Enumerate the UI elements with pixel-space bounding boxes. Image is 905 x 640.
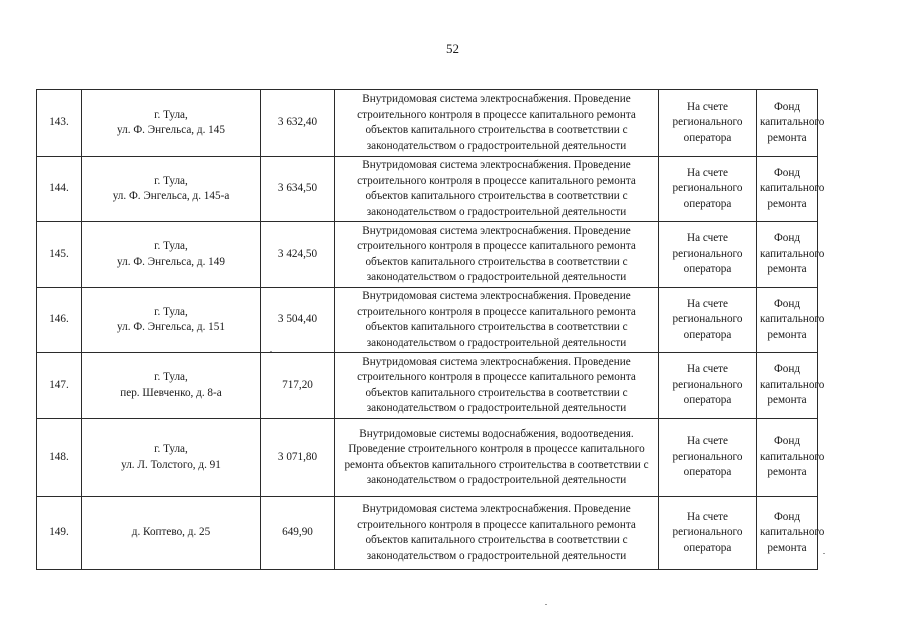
address-cell [82, 353, 261, 419]
funding-source: Фонд капитального ремонта [757, 353, 818, 419]
funding-source: Фонд капитального ремонта [757, 222, 818, 288]
funding-source: Фонд капитального ремонта [757, 157, 818, 222]
work-description: Внутридомовая система электроснабжения. Проведение строительного контроля в процессе капитального ремонта объектов капитального строительства в соответствии с законодательством о градостроительной деятельности [335, 353, 659, 419]
area-cell: 649,90 [261, 497, 335, 570]
funding-source: Фонд капитального ремонта [757, 419, 818, 497]
row-number: 147. [37, 353, 82, 419]
account-type: На счете регионального оператора [659, 90, 757, 157]
table-row [37, 222, 818, 288]
address-city: г. Тула, [154, 108, 188, 121]
scan-speck [270, 351, 272, 352]
work-description: Внутридомовые системы водоснабжения, водоотведения. Проведение строительного контроля в процессе капитального ремонта объектов капитального строительства в соответствии с законодательством о градостроительной деятельности [335, 419, 659, 497]
row-number: 144. [37, 157, 82, 222]
work-description: Внутридомовая система электроснабжения. Проведение строительного контроля в процессе капитального ремонта объектов капитального строительства в соответствии с законодательством о градостроительной деятельности [335, 90, 659, 157]
address-street: ул. Ф. Энгельса, д. 149 [117, 255, 225, 268]
row-number: 149. [37, 497, 82, 570]
address-cell [82, 90, 261, 157]
table-row [37, 353, 818, 419]
address-street: д. Коптево, д. 25 [131, 526, 211, 539]
area-cell: 3 071,80 [261, 419, 335, 497]
address-street: пер. Шевченко, д. 8-а [120, 386, 222, 399]
table-row [37, 497, 818, 570]
area-cell: 3 632,40 [261, 90, 335, 157]
work-description: Внутридомовая система электроснабжения. Проведение строительного контроля в процессе капитального ремонта объектов капитального строительства в соответствии с законодательством о градостроительной деятельности [335, 497, 659, 570]
account-type: На счете регионального оператора [659, 288, 757, 353]
table-row [37, 157, 818, 222]
address-cell [82, 497, 261, 570]
row-number: 145. [37, 222, 82, 288]
address-cell [82, 222, 261, 288]
address-city: г. Тула, [154, 174, 188, 187]
address-street: ул. Л. Толстого, д. 91 [121, 458, 221, 471]
area-cell: 3 504,40 [261, 288, 335, 353]
address-cell [82, 157, 261, 222]
scan-speck [545, 604, 547, 605]
funding-source: Фонд капитального ремонта [757, 497, 818, 570]
row-number: 146. [37, 288, 82, 353]
capital-repair-table [36, 89, 825, 570]
address-street: ул. Ф. Энгельса, д. 145 [117, 124, 225, 136]
account-type: На счете регионального оператора [659, 497, 757, 570]
address-city: г. Тула, [154, 240, 188, 252]
area-cell: 3 424,50 [261, 222, 335, 288]
account-type: На счете регионального оператора [659, 353, 757, 419]
address-city: г. Тула, [154, 305, 188, 318]
area-cell: 717,20 [261, 353, 335, 419]
scan-speck [823, 553, 825, 554]
table-row [37, 90, 818, 157]
funding-source: Фонд капитального ремонта [757, 90, 818, 157]
table-row [37, 419, 818, 497]
address-city: г. Тула, [154, 443, 188, 455]
area-cell: 3 634,50 [261, 157, 335, 222]
address-cell [82, 419, 261, 497]
table-row [37, 288, 818, 353]
address-city: г. Тула, [154, 371, 188, 383]
row-number: 143. [37, 90, 82, 157]
address-street: ул. Ф. Энгельса, д. 145-а [112, 190, 230, 202]
work-description: Внутридомовая система электроснабжения. Проведение строительного контроля в процессе капитального ремонта объектов капитального строительства в соответствии с законодательством о градостроительной деятельности [335, 288, 659, 353]
account-type: На счете регионального оператора [659, 222, 757, 288]
address-cell [82, 288, 261, 353]
account-type: На счете регионального оператора [659, 157, 757, 222]
row-number: 148. [37, 419, 82, 497]
address-street: ул. Ф. Энгельса, д. 151 [117, 321, 225, 333]
work-description: Внутридомовая система электроснабжения. Проведение строительного контроля в процессе капитального ремонта объектов капитального строительства в соответствии с законодательством о градостроительной деятельности [335, 157, 659, 222]
page-number: 52 [446, 41, 459, 56]
funding-source: Фонд капитального ремонта [757, 288, 818, 353]
work-description: Внутридомовая система электроснабжения. Проведение строительного контроля в процессе капитального ремонта объектов капитального строительства в соответствии с законодательством о градостроительной деятельности [335, 222, 659, 288]
account-type: На счете регионального оператора [659, 419, 757, 497]
